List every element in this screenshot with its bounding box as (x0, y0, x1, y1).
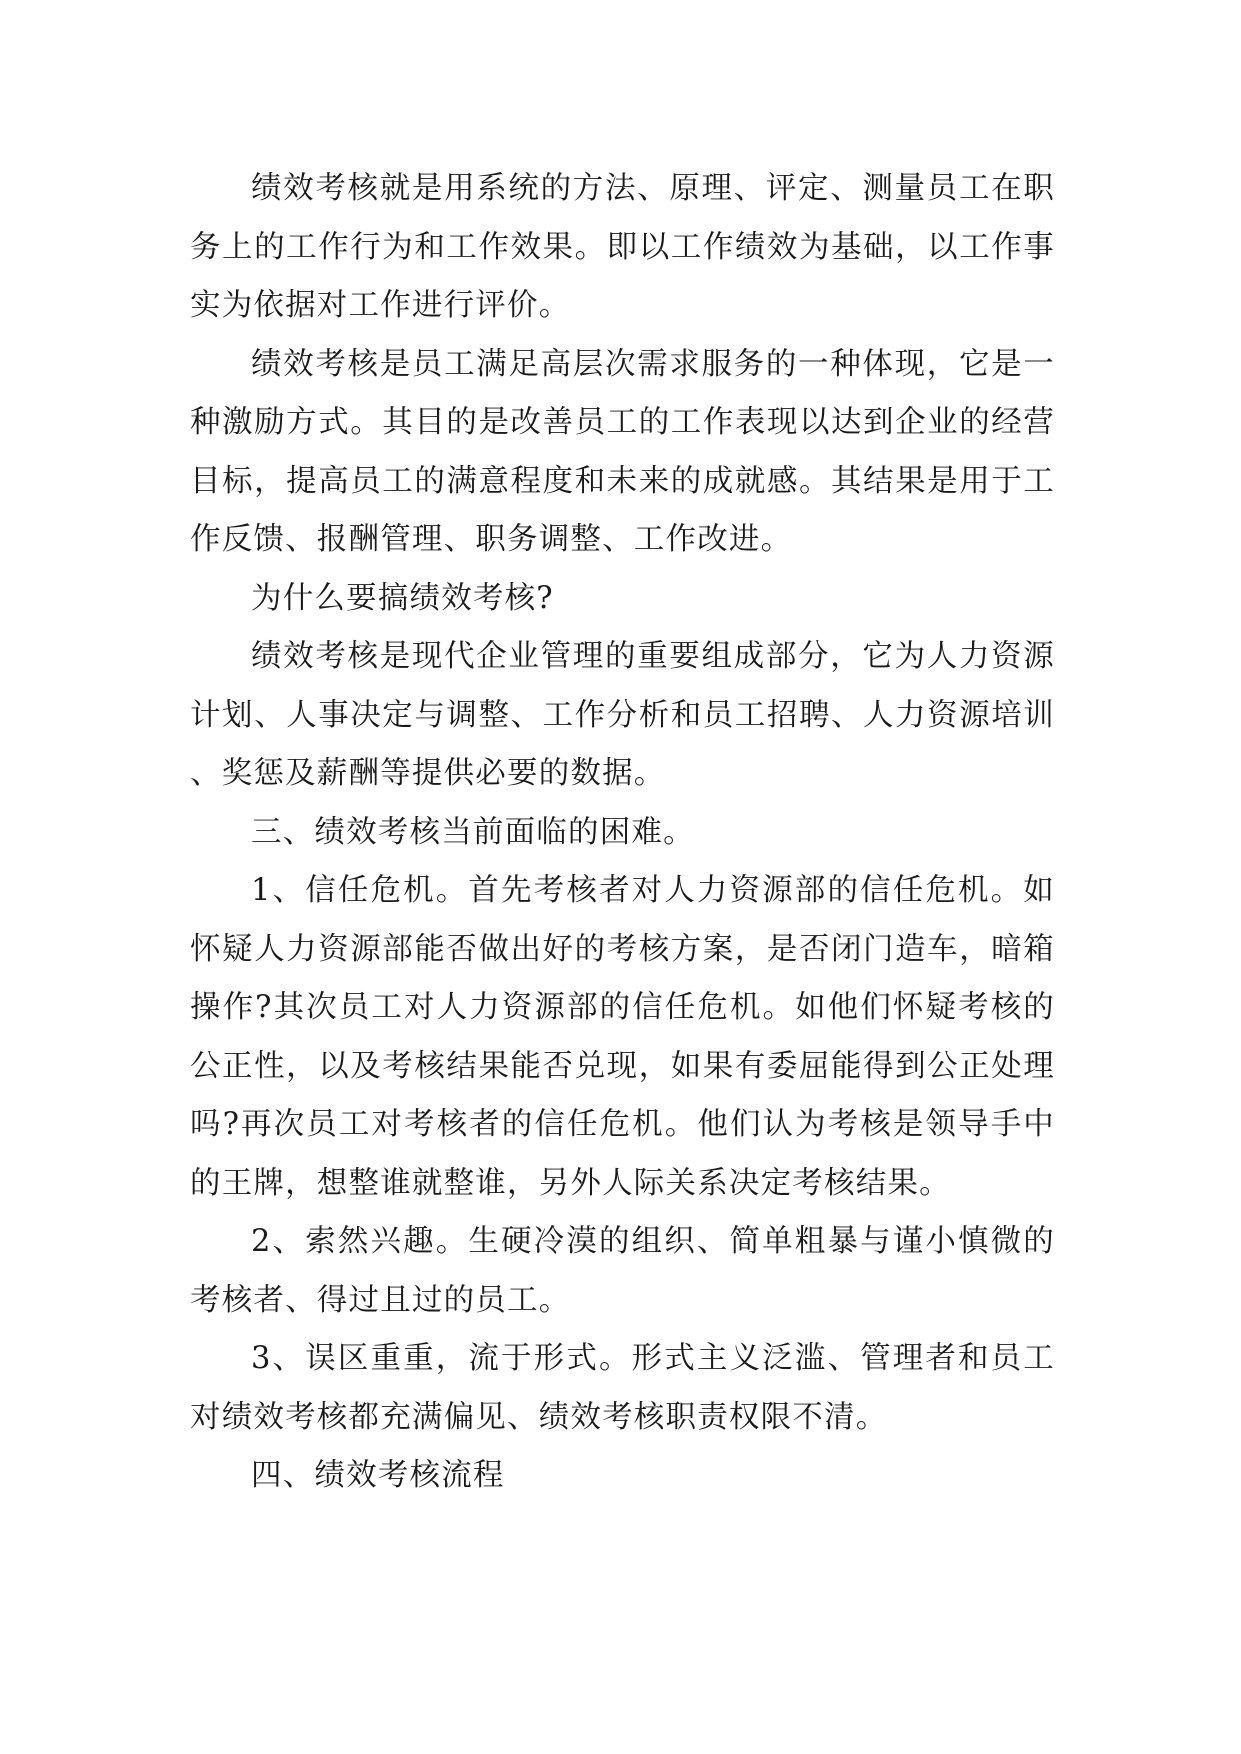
paragraph-formalism: 3、误区重重，流于形式。形式主义泛滥、管理者和员工对绩效考核都充满偏见、绩效考核职责权限不清。 (190, 1341, 1055, 1435)
paragraph-importance: 绩效考核是现代企业管理的重要组成部分，它为人力资源计划、人事决定与调整、工作分析和员工招聘、人力资源培训、奖惩及薪酬等提供必要的数据。 (190, 639, 1055, 791)
paragraph-definition: 绩效考核就是用系统的方法、原理、评定、测量员工在职务上的工作行为和工作效果。即以工作绩效为基础，以工作事实为依据对工作进行评价。 (190, 171, 1055, 323)
paragraph-question: 为什么要搞绩效考核? (251, 580, 554, 616)
paragraph-trust-crisis: 1、信任危机。首先考核者对人力资源部的信任危机。如怀疑人力资源部能否做出好的考核方案，是否闭门造车，暗箱操作?其次员工对人力资源部的信任危机。如他们怀疑考核的公正性，以及考核结果能否兑现，如果有委屈能得到公正处理吗?再次员工对考核者的信任危机。他们认为考核是领导手中的王牌，想整谁就整谁，另外人际关系决定考核结果。 (190, 873, 1055, 1201)
section-heading-process: 四、绩效考核流程 (251, 1458, 505, 1493)
document-body (190, 160, 1055, 1506)
paragraph-motivation: 绩效考核是员工满足高层次需求服务的一种体现，它是一种激励方式。其目的是改善员工的工作表现以达到企业的经营目标，提高员工的满意程度和未来的成就感。其结果是用于工作反馈、报酬管理、职务调整、工作改进。 (190, 346, 1055, 557)
paragraph-lack-of-interest: 2、索然兴趣。生硬冷漠的组织、简单粗暴与谨小慎微的考核者、得过且过的员工。 (190, 1224, 1055, 1318)
section-heading-difficulties: 三、绩效考核当前面临的困难。 (251, 814, 695, 850)
